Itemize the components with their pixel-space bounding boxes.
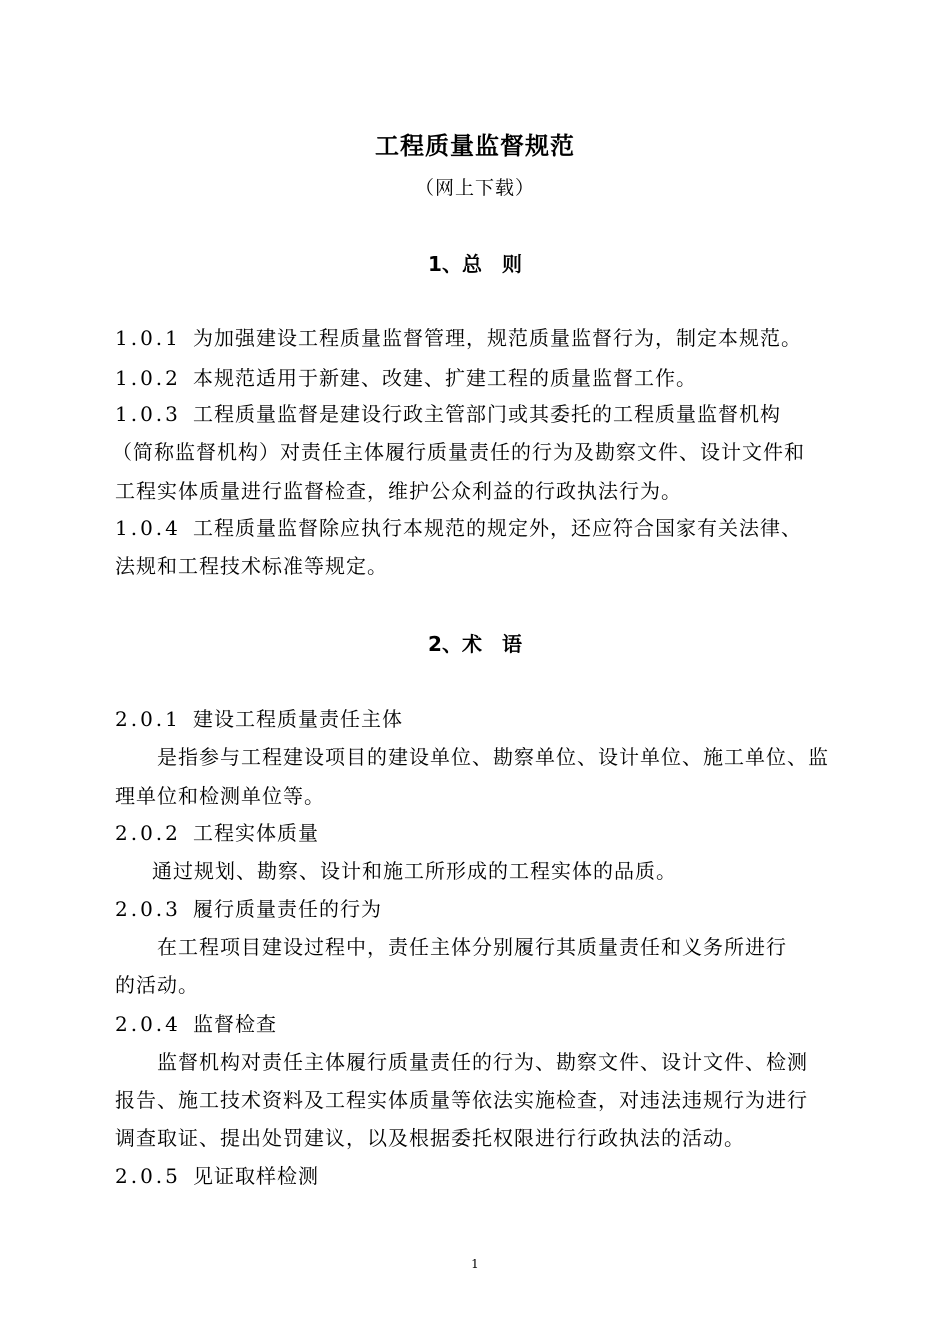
clause-text: 工程质量监督是建设行政主管部门或其委托的工程质量监督机构 [193, 402, 781, 426]
term-2-0-2 [115, 819, 319, 847]
clause-text-continued: （简称监督机构）对责任主体履行质量责任的行为及勘察文件、设计文件和 [112, 440, 805, 464]
term-title: 工程实体质量 [193, 821, 319, 845]
clause-number: 2.0.5 [115, 1164, 181, 1188]
clause-number: 2.0.1 [115, 707, 181, 731]
clause-1-0-1 [115, 324, 802, 352]
clause-number: 2.0.4 [115, 1012, 181, 1036]
term-2-0-1 [115, 705, 403, 733]
term-definition: 在工程项目建设过程中，责任主体分别履行其质量责任和义务所进行 [157, 935, 787, 959]
term-definition: 通过规划、勘察、设计和施工所形成的工程实体的品质。 [152, 859, 677, 883]
clause-text-continued: 工程实体质量进行监督检查，维护公众利益的行政执法行为。 [115, 479, 682, 503]
term-title: 建设工程质量责任主体 [193, 707, 403, 731]
term-2-0-4 [115, 1010, 277, 1038]
clause-text: 本规范适用于新建、改建、扩建工程的质量监督工作。 [193, 366, 697, 390]
document-title: 工程质量监督规范 [375, 132, 575, 160]
clause-text-continued: 法规和工程技术标准等规定。 [115, 554, 388, 578]
term-2-0-3 [115, 895, 382, 923]
section-heading-terms: 2、术 语 [428, 632, 522, 656]
clause-number: 1.0.3 [115, 402, 181, 426]
clause-1-0-2 [115, 364, 697, 392]
term-title: 监督检查 [193, 1012, 277, 1036]
term-definition: 监督机构对责任主体履行质量责任的行为、勘察文件、设计文件、检测 [157, 1050, 808, 1074]
term-definition-continued: 调查取证、提出处罚建议，以及根据委托权限进行行政执法的活动。 [115, 1126, 745, 1150]
term-definition-continued: 的活动。 [115, 973, 199, 997]
term-2-0-5 [115, 1162, 319, 1190]
document-subtitle: （网上下载） [414, 177, 535, 199]
clause-text: 为加强建设工程质量监督管理，规范质量监督行为，制定本规范。 [193, 326, 802, 350]
clause-number: 1.0.2 [115, 366, 181, 390]
term-definition-continued: 报告、施工技术资料及工程实体质量等依法实施检查，对违法违规行为进行 [115, 1088, 808, 1112]
clause-1-0-4 [115, 514, 802, 542]
clause-1-0-3 [115, 400, 781, 428]
clause-number: 1.0.1 [115, 326, 181, 350]
clause-number: 1.0.4 [115, 516, 181, 540]
term-definition: 是指参与工程建设项目的建设单位、勘察单位、设计单位、施工单位、监 [157, 745, 829, 769]
term-definition-continued: 理单位和检测单位等。 [115, 784, 325, 808]
clause-number: 2.0.2 [115, 821, 181, 845]
clause-text: 工程质量监督除应执行本规范的规定外，还应符合国家有关法律、 [193, 516, 802, 540]
page-number: 1 [471, 1257, 479, 1271]
term-title: 履行质量责任的行为 [193, 897, 382, 921]
section-heading-general: 1、总 则 [428, 252, 522, 276]
clause-number: 2.0.3 [115, 897, 181, 921]
term-title: 见证取样检测 [193, 1164, 319, 1188]
